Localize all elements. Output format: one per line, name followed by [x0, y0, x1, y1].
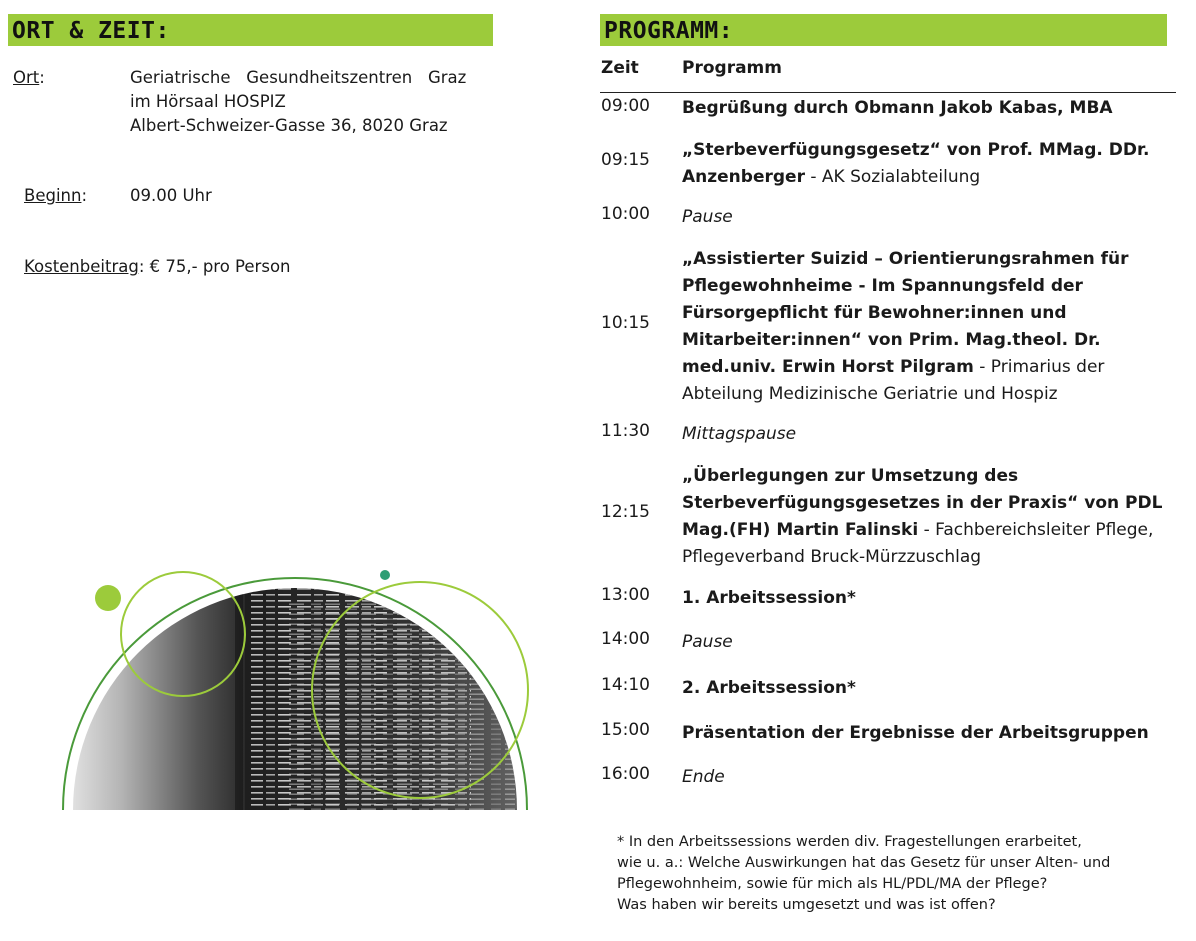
program-item-pause-2-text: Pause — [682, 632, 733, 652]
program-item-assistierter-suizid — [682, 246, 1172, 408]
program-item-arbeitssession-1-text: 1. Arbeitssession* — [682, 588, 856, 608]
time-1130: 11:30 — [601, 421, 650, 441]
decorative-illustration — [55, 562, 535, 814]
ort-label-text: Ort — [13, 68, 40, 87]
program-item-arbeitssession-1 — [682, 585, 1172, 612]
ort-line-3: Albert-Schweizer-Gasse 36, 8020 Graz — [130, 116, 448, 135]
program-item-assistierter-suizid-affiliation: - Primarius der Abteilung Medizinische Geriatrie und Hospiz — [682, 357, 1105, 404]
program-item-arbeitssession-2-text: 2. Arbeitssession* — [682, 678, 856, 698]
column-header-program: Programm — [682, 58, 782, 78]
program-item-ueberlegungen-affiliation: - Fachbereichsleiter Pflege, Pflegeverband Bruck-Mürzzuschlag — [682, 520, 1154, 567]
program-item-mittagspause-text: Mittagspause — [682, 424, 797, 444]
time-1410: 14:10 — [601, 675, 650, 695]
beginn-label-text: Beginn — [24, 186, 82, 205]
ort-label-colon: : — [39, 68, 45, 87]
program-item-sterbeverfuegungsgesetz-title: „Sterbeverfügungsgesetz“ von Prof. MMag. DDr. Anzenberger — [682, 140, 1150, 187]
time-0915: 09:15 — [601, 150, 650, 170]
teal-dot — [380, 570, 390, 580]
kosten-value: : € 75,- pro Person — [138, 257, 291, 276]
time-1215: 12:15 — [601, 502, 650, 522]
program-item-ende-text: Ende — [682, 767, 725, 787]
time-0900: 09:00 — [601, 96, 650, 116]
kosten-label: Kostenbeitrag — [24, 257, 139, 276]
program-item-ueberlegungen-title: „Überlegungen zur Umsetzung des Sterbeverfügungsgesetzes in der Praxis“ von PDL Mag.(FH) Martin Falinski — [682, 466, 1163, 540]
beginn-label-colon: : — [81, 186, 88, 205]
beginn-label — [24, 184, 87, 208]
program-item-mittagspause — [682, 421, 1172, 448]
ort-label — [13, 66, 45, 90]
code-photo — [55, 562, 535, 814]
time-1300: 13:00 — [601, 585, 650, 605]
program-item-ende — [682, 764, 1172, 791]
header-divider — [600, 92, 1176, 93]
footnote-line-1: * In den Arbeitssessions werden div. Fragestellungen erarbeitet, — [617, 834, 1082, 850]
ort-line-2: im Hörsaal HOSPIZ — [130, 92, 286, 111]
program-item-assistierter-suizid-title: „Assistierter Suizid – Orientierungsrahmen für Pflegewohnheime - Im Spannungsfeld der Fürsorgepflicht für Bewohner:innen und Mitarbeiter:innen“ von Prim. Mag.theol. Dr. med.univ. Erwin Horst Pilgram — [682, 249, 1129, 377]
program-item-ueberlegungen — [682, 463, 1172, 571]
program-item-pause-1 — [682, 204, 1172, 231]
program-item-welcome-text: Begrüßung durch Obmann Jakob Kabas, MBA — [682, 98, 1113, 118]
time-1500: 15:00 — [601, 720, 650, 740]
time-1400: 14:00 — [601, 629, 650, 649]
ort-line-1: Geriatrische Gesundheitszentren Graz — [130, 68, 467, 87]
program-item-pause-1-text: Pause — [682, 207, 733, 227]
program-item-sterbeverfuegungsgesetz-affiliation: - AK Sozialabteilung — [804, 167, 981, 187]
beginn-value: 09.00 Uhr — [130, 186, 212, 205]
program-item-welcome — [682, 95, 1172, 122]
ort-zeit-heading: ORT & ZEIT: — [8, 14, 493, 46]
program-item-pause-2 — [682, 629, 1172, 656]
time-1600: 16:00 — [601, 764, 650, 784]
program-item-arbeitssession-2 — [682, 675, 1172, 702]
ort-value — [130, 66, 490, 138]
green-dot — [95, 585, 121, 611]
column-header-time: Zeit — [601, 58, 639, 78]
program-item-sterbeverfuegungsgesetz — [682, 137, 1172, 191]
time-1015: 10:15 — [601, 313, 650, 333]
footnote-line-3: Pflegewohnheim, sowie für mich als HL/PDL/MA der Pflege? — [617, 876, 1048, 892]
programm-heading: PROGRAMM: — [600, 14, 1167, 46]
kostenbeitrag — [24, 255, 291, 279]
footnote — [617, 832, 1177, 916]
program-item-praesentation-text: Präsentation der Ergebnisse der Arbeitsgruppen — [682, 723, 1149, 743]
program-item-praesentation — [682, 720, 1172, 747]
footnote-line-2: wie u. a.: Welche Auswirkungen hat das Gesetz für unser Alten- und — [617, 855, 1111, 871]
footnote-line-4: Was haben wir bereits umgesetzt und was ist offen? — [617, 897, 996, 913]
time-1000: 10:00 — [601, 204, 650, 224]
